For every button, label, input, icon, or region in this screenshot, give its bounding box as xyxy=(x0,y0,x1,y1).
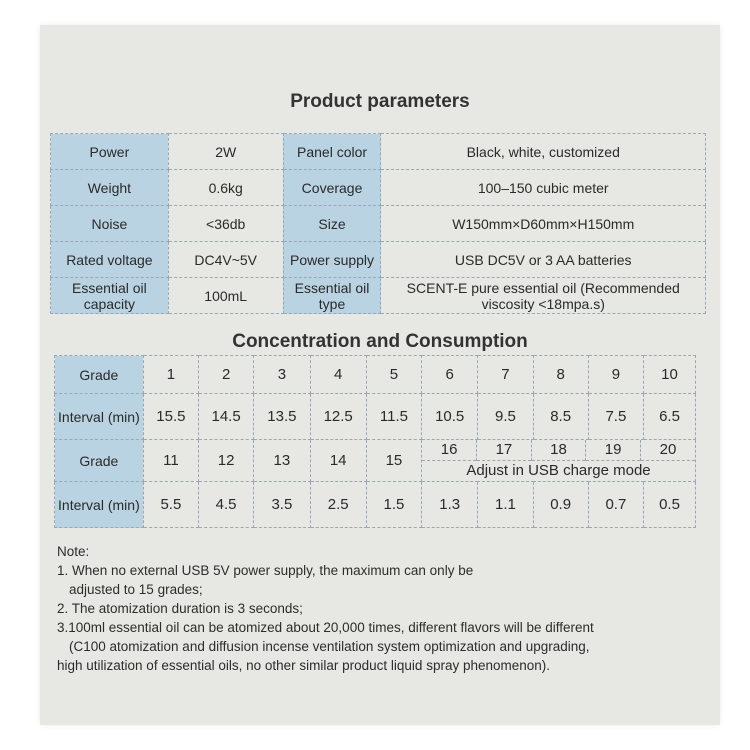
grade-cell: 19 xyxy=(586,440,641,461)
interval-cell: 2.5 xyxy=(310,482,366,528)
params-title: Product parameters xyxy=(290,91,470,112)
table-row xyxy=(55,482,696,528)
param-value: USB DC5V or 3 AA batteries xyxy=(381,242,706,278)
grade-cell: 5 xyxy=(366,356,421,394)
param-value: 2W xyxy=(168,134,283,170)
table-row xyxy=(422,440,695,461)
grade-cell: 20 xyxy=(659,441,677,458)
param-value: 100–150 cubic meter xyxy=(381,170,706,206)
interval-cell: 3.5 xyxy=(254,482,310,528)
interval-cell: 1.5 xyxy=(366,482,421,528)
notes-heading: Note: xyxy=(57,544,90,559)
interval-cell: 12.5 xyxy=(310,394,366,440)
interval-label: Interval (min) xyxy=(55,394,144,440)
table-row xyxy=(51,242,706,278)
param-label: Size xyxy=(283,206,381,242)
grade-label: Grade xyxy=(55,356,144,394)
grade-cell: 3 xyxy=(254,356,310,394)
usb-grade-group xyxy=(422,440,696,482)
grade-cell: 13 xyxy=(254,440,310,482)
table-row xyxy=(51,206,706,242)
grade-cell: 15 xyxy=(366,440,421,482)
param-value: SCENT-E pure essential oil (Recommended viscosity <18mpa.s) xyxy=(381,278,706,314)
interval-cell: 0.7 xyxy=(588,482,643,528)
param-label: Essential oil capacity xyxy=(51,278,169,314)
note-line: 1. When no external USB 5V power supply, the maximum can only be xyxy=(57,563,474,578)
param-value: Black, white, customized xyxy=(381,134,706,170)
interval-cell: 4.5 xyxy=(199,482,254,528)
interval-cell: 7.5 xyxy=(588,394,643,440)
param-value: W150mm×D60mm×H150mm xyxy=(381,206,706,242)
grade-label: Grade xyxy=(55,440,144,482)
note-line: 3.100ml essential oil can be atomized about 20,000 times, different flavors will be different xyxy=(57,620,594,635)
product-card xyxy=(40,25,720,725)
interval-cell: 13.5 xyxy=(254,394,310,440)
table-row xyxy=(422,461,695,482)
interval-cell: 0.5 xyxy=(643,482,695,528)
interval-cell: 9.5 xyxy=(478,394,533,440)
usb-charge-note: Adjust in USB charge mode xyxy=(422,461,695,482)
grade-cell: 16 xyxy=(422,440,477,461)
interval-cell: 14.5 xyxy=(199,394,254,440)
grade-cell: 7 xyxy=(478,356,533,394)
interval-label: Interval (min) xyxy=(55,482,144,528)
interval-cell: 0.9 xyxy=(533,482,588,528)
param-label: Rated voltage xyxy=(51,242,169,278)
note-line: (C100 atomization and diffusion incense ventilation system optimization and upgrading, xyxy=(69,639,590,654)
grade-cell: 8 xyxy=(533,356,588,394)
table-row xyxy=(55,440,696,482)
table-row xyxy=(55,394,696,440)
param-label: Noise xyxy=(51,206,169,242)
grade-cell: 1 xyxy=(143,356,198,394)
interval-cell: 6.5 xyxy=(643,394,695,440)
concentration-table xyxy=(54,355,696,528)
params-table xyxy=(50,133,706,314)
concentration-title: Concentration and Consumption xyxy=(232,331,528,352)
grade-cell: 9 xyxy=(588,356,643,394)
grade-cell: 2 xyxy=(199,356,254,394)
note-line: adjusted to 15 grades; xyxy=(69,582,203,597)
table-row xyxy=(51,278,706,314)
notes-section xyxy=(57,542,707,675)
grade-cell: 17 xyxy=(477,440,532,461)
param-label: Power supply xyxy=(283,242,381,278)
grade-cell: 10 xyxy=(643,356,695,394)
interval-cell: 15.5 xyxy=(143,394,198,440)
table-row xyxy=(51,170,706,206)
param-value: <36db xyxy=(168,206,283,242)
param-label: Panel color xyxy=(283,134,381,170)
grade-cell: 14 xyxy=(310,440,366,482)
param-value: 100mL xyxy=(168,278,283,314)
grade-cell: 11 xyxy=(143,440,198,482)
table-row xyxy=(55,356,696,394)
interval-cell: 1.1 xyxy=(478,482,533,528)
interval-cell: 10.5 xyxy=(422,394,478,440)
param-label: Power xyxy=(51,134,169,170)
interval-cell: 8.5 xyxy=(533,394,588,440)
note-line: high utilization of essential oils, no other similar product liquid spray phenomenon). xyxy=(57,658,551,673)
grade-cell: 6 xyxy=(422,356,478,394)
interval-cell: 5.5 xyxy=(143,482,198,528)
param-label: Weight xyxy=(51,170,169,206)
param-label: Coverage xyxy=(283,170,381,206)
grade-cell: 18 xyxy=(531,440,586,461)
interval-cell: 1.3 xyxy=(422,482,478,528)
note-line: 2. The atomization duration is 3 seconds; xyxy=(57,601,303,616)
table-row xyxy=(51,134,706,170)
interval-cell: 11.5 xyxy=(366,394,421,440)
grade-cell: 12 xyxy=(199,440,254,482)
param-value: 0.6kg xyxy=(168,170,283,206)
usb-grade-subtable xyxy=(422,440,695,481)
param-label: Essential oil type xyxy=(283,278,381,314)
grade-cell: 4 xyxy=(310,356,366,394)
param-value: DC4V~5V xyxy=(168,242,283,278)
